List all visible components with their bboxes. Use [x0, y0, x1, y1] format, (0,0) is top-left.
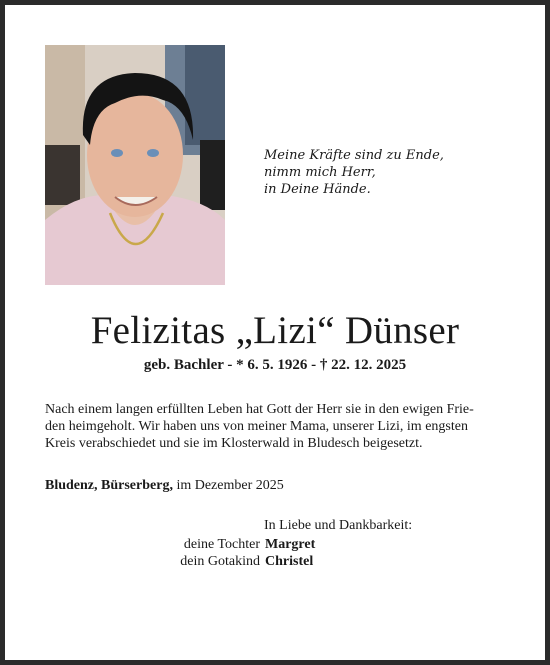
closing-phrase: In Liebe und Dankbarkeit: [264, 518, 413, 533]
place-date: im Dezember 2025 [172, 478, 284, 493]
mourner-name: Christel [265, 554, 314, 569]
message-line: Nach einem langen erfüllten Leben hat Gott der Herr sie in den ewigen Frie- [45, 402, 474, 417]
mourner-relation: dein Gotakind [180, 554, 260, 569]
verse-line: in Deine Hände. [264, 182, 371, 197]
mourner-relation: deine Tochter [183, 537, 260, 552]
memorial-verse [264, 147, 444, 198]
birth-death-dates: geb. Bachler - * 6. 5. 1926 - † 22. 12. 2025 [143, 357, 407, 373]
obituary-message [45, 401, 505, 452]
place-location: Bludenz, Bürserberg, [45, 478, 173, 493]
mourner-name: Margret [265, 537, 316, 552]
verse-line: nimm mich Herr, [264, 165, 376, 180]
message-line: Kreis verabschiedet und sie im Klosterwald in Bludesch beigesetzt. [45, 436, 423, 451]
verse-line: Meine Kräfte sind zu Ende, [264, 148, 444, 163]
obituary-card [5, 5, 545, 660]
message-line: den heimgeholt. Wir haben uns von meiner Mama, unserer Lizi, im engsten [45, 419, 468, 434]
portrait-photo [45, 45, 225, 285]
place-and-date [45, 477, 284, 494]
deceased-name: Felizitas „Lizi“ Dünser [90, 309, 460, 352]
